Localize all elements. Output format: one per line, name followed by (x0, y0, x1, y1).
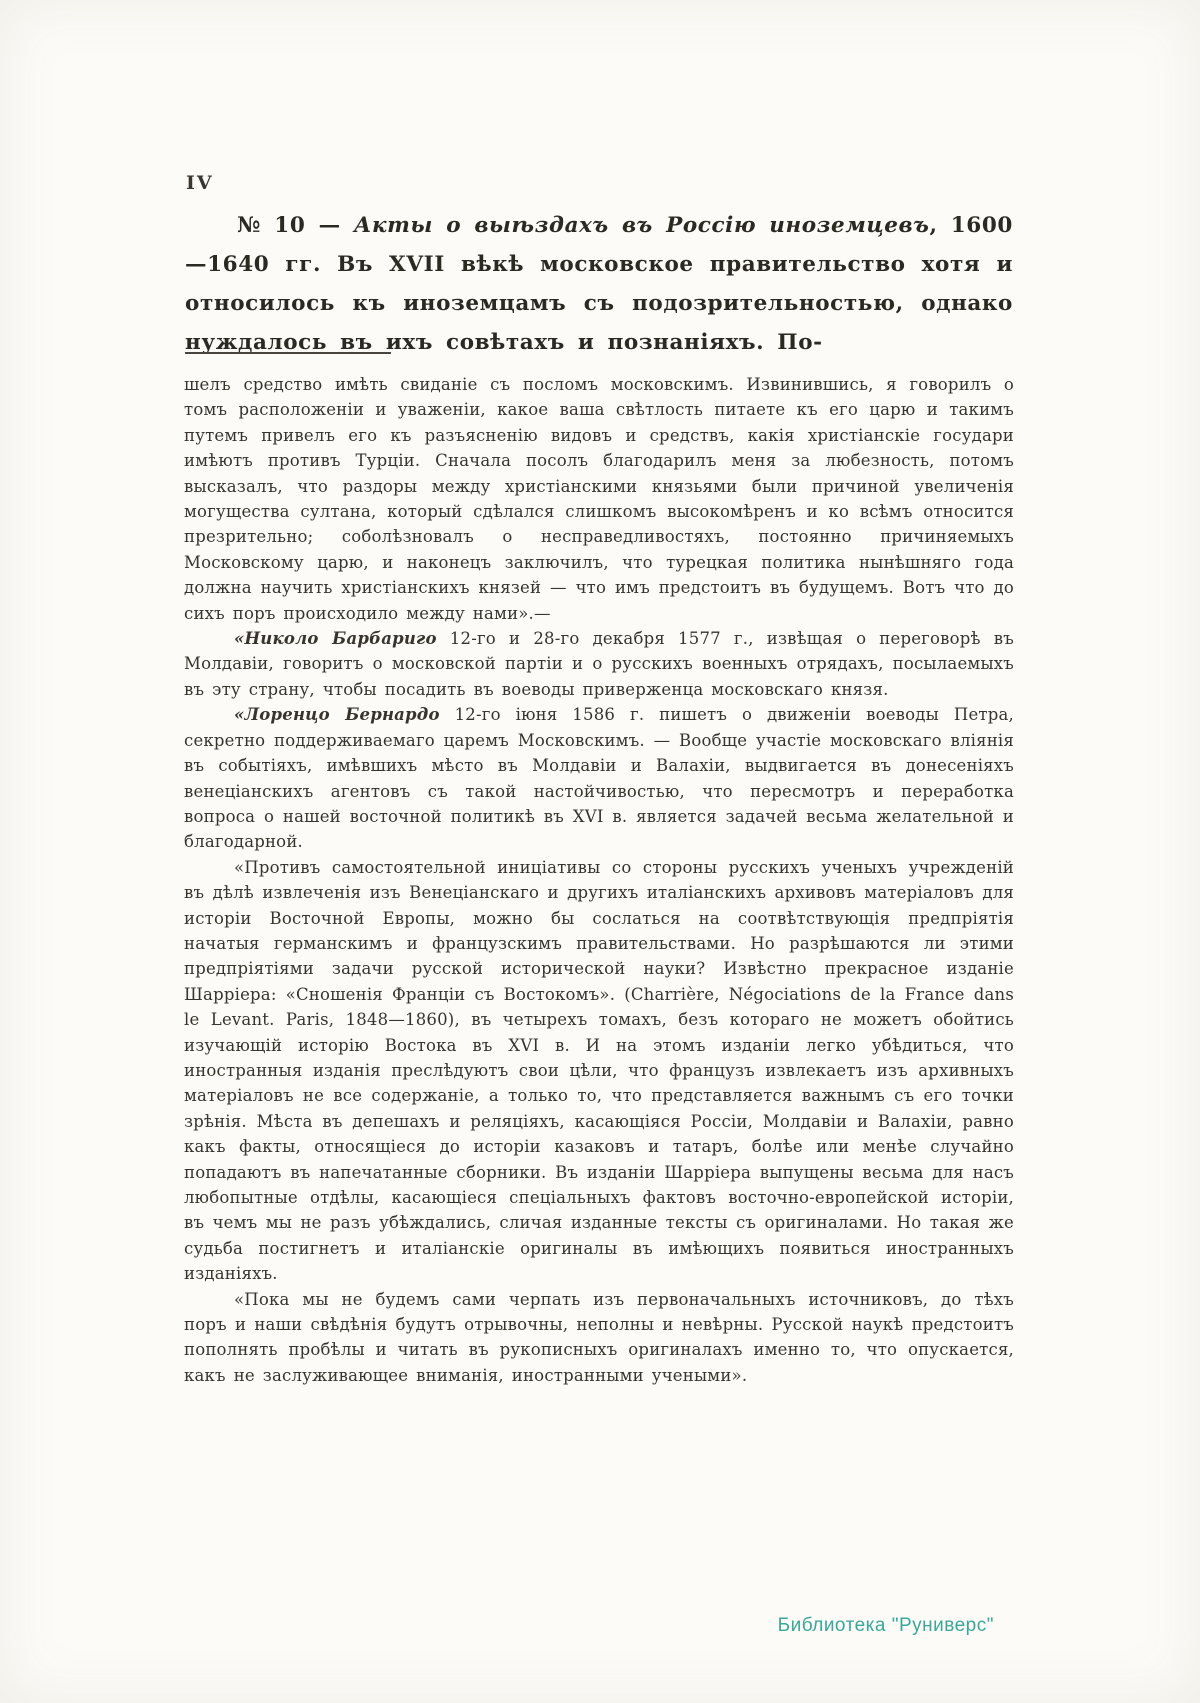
footnote-paragraph (184, 626, 1014, 702)
entry-number: № 10 — (237, 213, 341, 238)
footnote-paragraph (184, 855, 1014, 1287)
page-number: IV (186, 172, 214, 194)
footnote-text: «Пока мы не будемъ сами черпать изъ первоначальныхъ источниковъ, до тѣхъ поръ и наши свѣдѣнія будутъ отрывочны, неполны и невѣрны. Русской наукѣ предстоитъ пополнять пробѣлы и читать въ рукописныхъ оригиналахъ именно то, что опускается, какъ не заслуживающее вниманія, иностранными учеными». (184, 1289, 1014, 1385)
main-text-block (185, 206, 1013, 362)
footnote-block (184, 372, 1014, 1388)
entry-body-text: Въ XVII вѣкѣ московское правительство хотя и относилось къ иноземцамъ съ подозрительностью, однако нуждалось въ ихъ совѣтахъ и познаніяхъ. По- (185, 252, 1013, 355)
entry-title: Акты о выѣздахъ въ Россію иноземцевъ (353, 213, 930, 238)
entry-dates: , 1600—1640 гг. (185, 213, 1013, 277)
footnote-separator (185, 352, 391, 354)
footnote-paragraph (184, 1287, 1014, 1389)
footnote-text: 12-го и 28-го декабря 1577 г., извѣщая о переговорѣ въ Молдавіи, говоритъ о московской партіи и о русскихъ военныхъ отрядахъ, посылаемыхъ въ эту страну, чтобы посадить въ воеводы приверженца московскаго князя. (184, 629, 1014, 699)
footnote-author-name: «Николо Барбариго (234, 629, 437, 649)
footnote-text: шелъ средство имѣть свиданіе съ посломъ московскимъ. Извинившись, я говорилъ о томъ расположеніи и уваженіи, какое ваша свѣтлость питаете къ его царю и такимъ путемъ привелъ его къ разъясненію видовъ и средствъ, какія христіанскіе государи имѣютъ противъ Турціи. Сначала посолъ благодарилъ меня за любезность, потомъ высказалъ, что раздоры между христіанскими князьями были причиной увеличенія могущества султана, который сдѣлался слишкомъ высокомѣренъ и ко всѣмъ относится презрительно; соболѣзновалъ о несправедливостяхъ, постоянно причиняемыхъ Московскому царю, и наконецъ заключилъ, что турецкая политика нынѣшняго года должна научить христіанскихъ князей — что имъ предстоитъ въ будущемъ. Вотъ что до сихъ поръ происходило между нами».— (184, 375, 1014, 623)
footnote-paragraph (184, 702, 1014, 854)
footnote-paragraph (184, 372, 1014, 626)
footnote-text: «Противъ самостоятельной иниціативы со стороны русскихъ ученыхъ учрежденій въ дѣлѣ извлеченія изъ Венеціанскаго и другихъ италіанскихъ архивовъ матеріаловъ для исторіи Восточной Европы, можно бы сослаться на соотвѣтствующія предпріятія начатыя германскимъ и французскимъ правительствами. Но разрѣшаются ли этими предпріятіями задачи русской исторической науки? Извѣстно прекрасное изданіе Шарріера: «Сношенія Франціи съ Востокомъ». (Charrière, Négociations de la France dans le Levant. Paris, 1848—1860), въ четырехъ томахъ, безъ котораго не можетъ обойтись изучающій исторію Востока въ XVI в. И на этомъ изданіи легко убѣдиться, что иностранныя изданія преслѣдуютъ свои цѣли, что французъ извлекаетъ изъ архивныхъ матеріаловъ не все содержаніе, а только то, что представляется важнымъ съ его точки зрѣнія. Мѣста въ депешахъ и реляціяхъ, касающіяся Россіи, Молдавіи и Валахіи, равно какъ факты, относящіеся до исторіи казаковъ и татаръ, болѣе или менѣе случайно попадаютъ въ напечатанные сборники. Въ изданіи Шарріера выпущены весьма для насъ любопытные отдѣлы, касающіеся спеціальныхъ фактовъ восточно-европейской исторіи, въ чемъ мы не разъ убѣждались, сличая изданные тексты съ оригиналами. Но такая же судьба постигнетъ и италіанскіе оригиналы въ имѣющихъ появиться иностранныхъ изданіяхъ. (184, 857, 1014, 1284)
library-watermark: Библиотека "Руниверс" (777, 1615, 994, 1636)
footnote-author-name: «Лоренцо Бернардо (234, 705, 440, 725)
section-heading-paragraph (185, 206, 1013, 362)
footnote-text: 12-го іюня 1586 г. пишетъ о движеніи воеводы Петра, секретно поддерживаемаго царемъ Московскимъ. — Вообще участіе московскаго вліянія въ событіяхъ, имѣвшихъ мѣсто въ Молдавіи и Валахіи, выдвигается въ донесеніяхъ венеціанскихъ агентовъ съ такой настойчивостью, что пересмотръ и переработка вопроса о нашей восточной политикѣ въ XVI в. является задачей весьма желательной и благодарной. (184, 705, 1014, 852)
